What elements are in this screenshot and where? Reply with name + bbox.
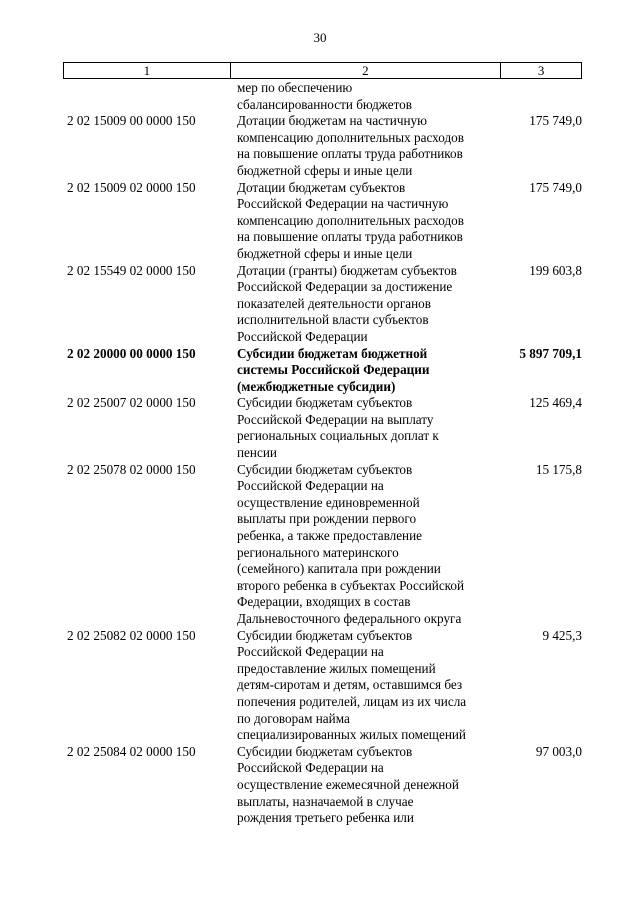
name-line: выплаты, назначаемой в случае bbox=[237, 793, 414, 809]
name-line: Дотации бюджетам на частичную bbox=[237, 113, 427, 129]
table-row bbox=[63, 346, 582, 396]
column-header-1: 1 bbox=[64, 63, 231, 79]
name-line: Дальневосточного федерального округа bbox=[237, 611, 462, 626]
name-line: специализированных жилых помещений bbox=[237, 727, 466, 743]
table-row bbox=[63, 113, 582, 179]
budget-code: 2 02 20000 00 0000 150 bbox=[67, 345, 196, 361]
name-line: рождения третьего ребенка или bbox=[237, 810, 414, 826]
name-line: попечения родителей, лицам из их числа bbox=[237, 693, 467, 709]
page-number: 30 bbox=[313, 30, 327, 45]
amount: 175 749,0 bbox=[529, 113, 582, 129]
name-line: регионального материнского bbox=[237, 544, 399, 560]
name-line: осуществление единовременной bbox=[237, 494, 420, 510]
budget-item-name bbox=[233, 180, 505, 263]
name-line: мер по обеспечению bbox=[237, 80, 353, 95]
name-line: сбалансированности бюджетов bbox=[237, 96, 412, 112]
name-line: показателей деятельности органов bbox=[237, 295, 431, 311]
name-line: Российской Федерации на bbox=[237, 760, 384, 776]
name-line: Федерации, входящих в состав bbox=[237, 594, 411, 610]
name-line: (межбюджетные субсидии) bbox=[237, 378, 396, 394]
budget-rows bbox=[63, 80, 582, 827]
name-line: Российской Федерации за достижение bbox=[237, 279, 453, 295]
budget-item-name bbox=[233, 395, 505, 461]
name-line: системы Российской Федерации bbox=[237, 362, 430, 378]
amount: 199 603,8 bbox=[529, 262, 582, 278]
budget-code bbox=[63, 80, 233, 113]
column-header-3: 3 bbox=[501, 63, 582, 79]
name-line: бюджетной сферы и иные цели bbox=[237, 245, 413, 261]
name-line: бюджетной сферы и иные цели bbox=[237, 162, 413, 178]
budget-code: 2 02 25082 02 0000 150 bbox=[67, 627, 196, 643]
budget-item-name bbox=[233, 744, 505, 827]
name-line: региональных социальных доплат к bbox=[237, 428, 439, 444]
table-row bbox=[63, 628, 582, 744]
name-line: (семейного) капитала при рождении bbox=[237, 561, 441, 577]
name-line: Российской Федерации на bbox=[237, 478, 384, 494]
name-line: по договорам найма bbox=[237, 710, 350, 726]
budget-code: 2 02 25084 02 0000 150 bbox=[67, 743, 196, 759]
table-row bbox=[63, 462, 582, 628]
name-line: Российской Федерации bbox=[237, 328, 368, 344]
name-line: Субсидии бюджетам субъектов bbox=[237, 395, 413, 411]
amount bbox=[505, 80, 582, 113]
name-line: Дотации бюджетам субъектов bbox=[237, 179, 406, 195]
name-line: выплаты при рождении первого bbox=[237, 511, 417, 527]
name-line: Субсидии бюджетам субъектов bbox=[237, 743, 413, 759]
table-row bbox=[63, 263, 582, 346]
budget-item-name bbox=[233, 462, 505, 628]
table-row bbox=[63, 744, 582, 827]
amount: 9 425,3 bbox=[542, 627, 582, 643]
name-line: Субсидии бюджетам бюджетной bbox=[237, 345, 428, 361]
budget-item-name bbox=[233, 113, 505, 179]
budget-item-name bbox=[233, 628, 505, 744]
table-row bbox=[63, 395, 582, 461]
name-line: на повышение оплаты труда работников bbox=[237, 229, 463, 245]
name-line: предоставление жилых помещений bbox=[237, 660, 436, 676]
name-line: ребенка, а также предоставление bbox=[237, 528, 423, 544]
budget-code: 2 02 25078 02 0000 150 bbox=[67, 461, 196, 477]
budget-code: 2 02 15009 02 0000 150 bbox=[67, 179, 196, 195]
name-line: Субсидии бюджетам субъектов bbox=[237, 627, 413, 643]
budget-code: 2 02 25007 02 0000 150 bbox=[67, 395, 196, 411]
amount: 175 749,0 bbox=[529, 179, 582, 195]
amount: 15 175,8 bbox=[535, 461, 582, 477]
table-row bbox=[63, 80, 582, 113]
name-line: осуществление ежемесячной денежной bbox=[237, 776, 459, 792]
budget-code: 2 02 15549 02 0000 150 bbox=[67, 262, 196, 278]
name-line: Российской Федерации на bbox=[237, 644, 384, 660]
column-header-2: 2 bbox=[230, 63, 500, 79]
name-line: Российской Федерации на частичную bbox=[237, 196, 449, 212]
column-header-row bbox=[64, 63, 582, 79]
name-line: Российской Федерации на выплату bbox=[237, 411, 434, 427]
name-line: на повышение оплаты труда работников bbox=[237, 146, 463, 162]
amount: 97 003,0 bbox=[535, 743, 582, 759]
table-row bbox=[63, 180, 582, 263]
name-line: исполнительной власти субъектов bbox=[237, 312, 429, 328]
name-line: пенсии bbox=[237, 445, 277, 461]
budget-item-name bbox=[233, 263, 505, 346]
budget-code: 2 02 15009 00 0000 150 bbox=[67, 113, 196, 129]
name-line: детям-сиротам и детям, оставшимся без bbox=[237, 677, 463, 693]
amount: 125 469,4 bbox=[529, 395, 582, 411]
column-header-table bbox=[63, 62, 582, 79]
amount: 5 897 709,1 bbox=[519, 345, 582, 361]
name-line: Субсидии бюджетам субъектов bbox=[237, 461, 413, 477]
name-line: компенсацию дополнительных расходов bbox=[237, 129, 464, 145]
name-line: Дотации (гранты) бюджетам субъектов bbox=[237, 262, 457, 278]
name-line: компенсацию дополнительных расходов bbox=[237, 212, 464, 228]
budget-item-name bbox=[233, 80, 505, 113]
budget-item-name bbox=[233, 346, 505, 396]
name-line: второго ребенка в субъектах Российской bbox=[237, 577, 465, 593]
